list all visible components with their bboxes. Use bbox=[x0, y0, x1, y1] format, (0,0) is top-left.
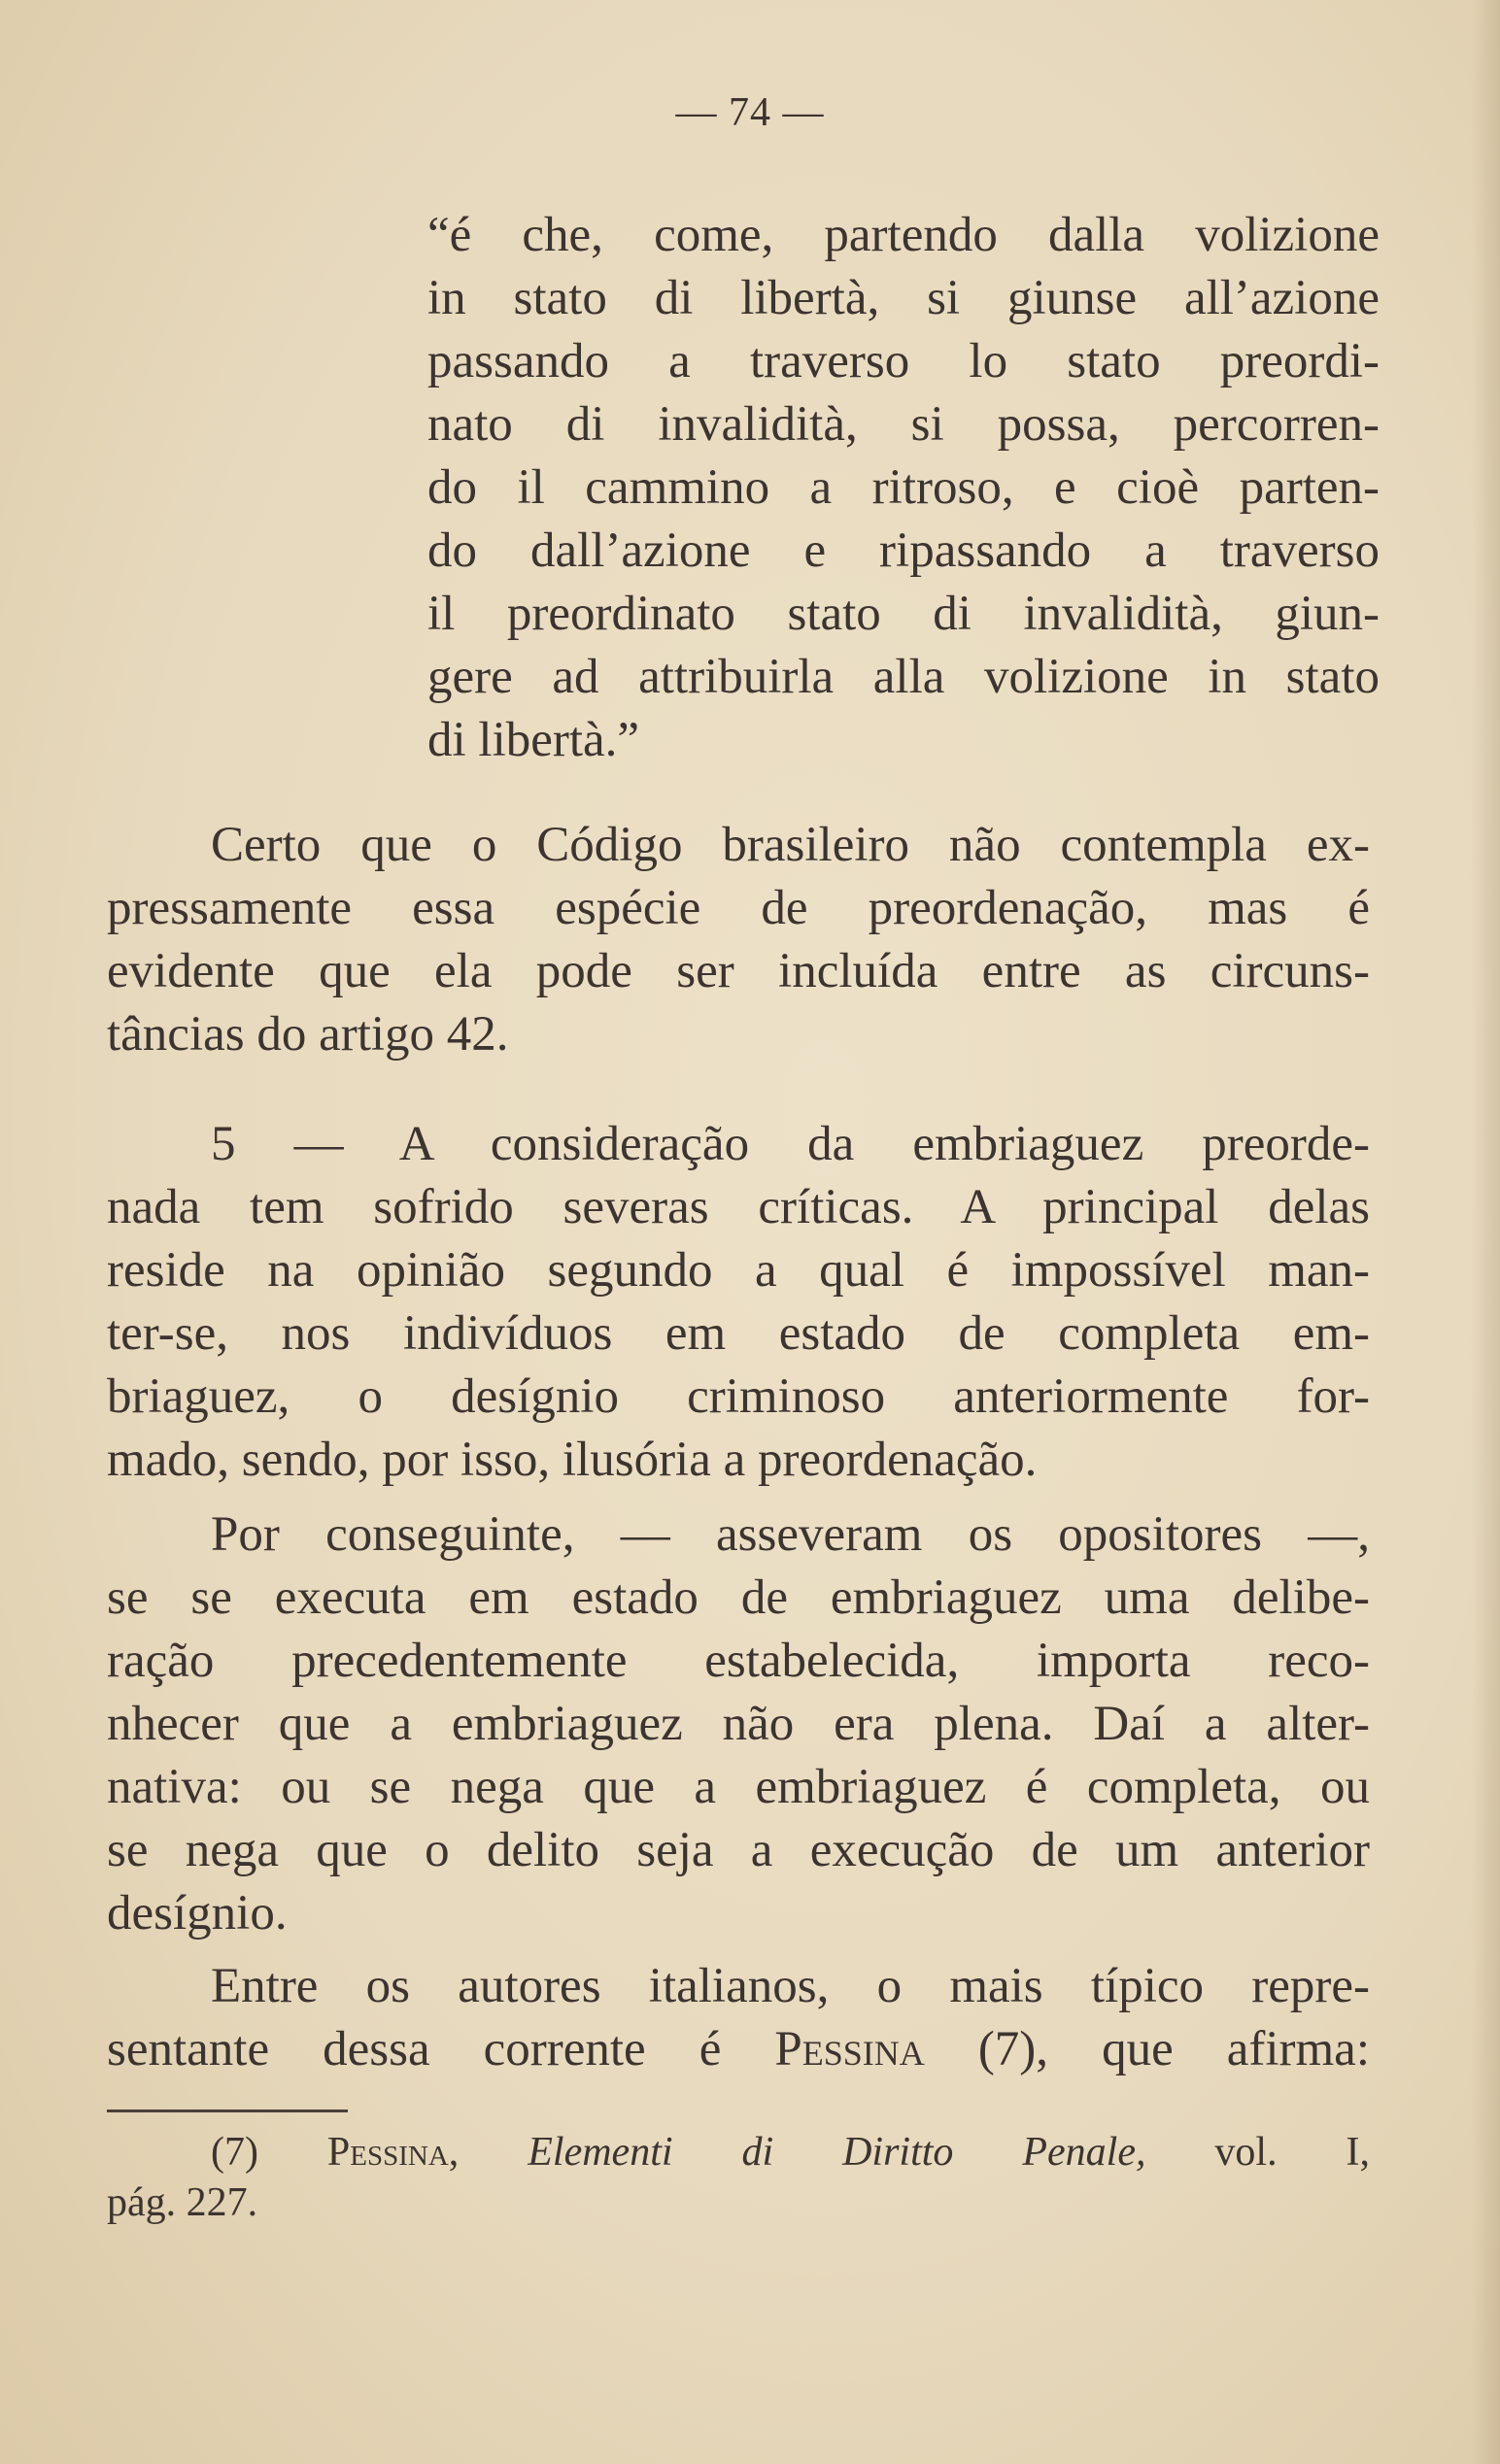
page-edge-shadow bbox=[1471, 0, 1500, 2464]
quote-line: “é che, come, partendo dalla volizione bbox=[427, 208, 1380, 262]
text-line: nhecer que a embriaguez não era plena. Daí a alter- bbox=[107, 1697, 1370, 1751]
text-line: ter-se, nos indivíduos em estado de completa em- bbox=[107, 1306, 1370, 1361]
text-line: nativa: ou se nega que a embriaguez é completa, ou bbox=[107, 1760, 1370, 1814]
text-fragment: sentante dessa corrente é bbox=[107, 2022, 775, 2076]
footnote-title: Elementi di Diritto Penale, bbox=[528, 2130, 1146, 2175]
text-line: tâncias do artigo 42. bbox=[107, 1007, 509, 1062]
text-line bbox=[107, 2018, 1370, 2081]
text-line: pressamente essa espécie de preordenação, mas é bbox=[107, 881, 1370, 935]
text-line: nada tem sofrido severas críticas. A principal delas bbox=[107, 1180, 1370, 1234]
text-line: se se executa em estado de embriaguez uma delibe- bbox=[107, 1570, 1370, 1625]
italian-quote-block bbox=[427, 204, 1380, 772]
paragraph-4 bbox=[107, 1955, 1370, 2081]
paragraph-2 bbox=[107, 1113, 1370, 1492]
author-name: Pessina bbox=[774, 2022, 925, 2076]
footnote-line bbox=[107, 2127, 1370, 2177]
page-number: — 74 — bbox=[675, 90, 825, 135]
text-line: mado, sendo, por isso, ilusória a preordenação. bbox=[107, 1433, 1038, 1487]
text-line: ração precedentemente estabelecida, importa reco- bbox=[107, 1634, 1370, 1688]
quote-line: passando a traverso lo stato preordi- bbox=[427, 334, 1380, 388]
text-line: Certo que o Código brasileiro não contempla ex- bbox=[211, 818, 1370, 872]
footnote-divider bbox=[107, 2110, 348, 2112]
quote-line: il preordinato stato di invalidità, giun- bbox=[427, 587, 1380, 641]
footnote-volume: vol. I, bbox=[1145, 2130, 1371, 2175]
text-line: 5 — A consideração da embriaguez preorde- bbox=[211, 1117, 1370, 1171]
text-line: se nega que o delito seja a execução de um anterior bbox=[107, 1823, 1370, 1877]
text-line: Entre os autores italianos, o mais típico repre- bbox=[211, 1959, 1370, 2013]
quote-line: do il cammino a ritroso, e cioè parten- bbox=[427, 460, 1380, 515]
text-line: evidente que ela pode ser incluída entre as circuns- bbox=[107, 944, 1370, 998]
quote-line: nato di invalidità, si possa, percorren- bbox=[427, 397, 1380, 452]
quote-line: do dall’azione e ripassando a traverso bbox=[427, 523, 1380, 578]
footnote-marker: (7) bbox=[211, 2130, 327, 2175]
text-line: reside na opinião segundo a qual é impossível man- bbox=[107, 1243, 1370, 1298]
footnote bbox=[107, 2127, 1370, 2228]
footnote-line: pág. 227. bbox=[107, 2180, 258, 2225]
quote-line: gere ad attribuirla alla volizione in stato bbox=[427, 650, 1380, 704]
quote-line: in stato di libertà, si giunse all’azione bbox=[427, 271, 1380, 325]
text-line: briaguez, o desígnio criminoso anteriormente for- bbox=[107, 1369, 1370, 1424]
text-fragment: (7), que afirma: bbox=[924, 2022, 1370, 2076]
footnote-author: Pessina bbox=[326, 2130, 449, 2175]
paragraph-1 bbox=[107, 814, 1370, 1066]
text-line: desígnio. bbox=[107, 1886, 288, 1941]
paragraph-3 bbox=[107, 1503, 1370, 1945]
quote-line: di libertà.” bbox=[427, 713, 640, 767]
text-line: Por conseguinte, — asseveram os opositores —, bbox=[211, 1507, 1370, 1562]
footnote-separator: , bbox=[448, 2130, 528, 2175]
